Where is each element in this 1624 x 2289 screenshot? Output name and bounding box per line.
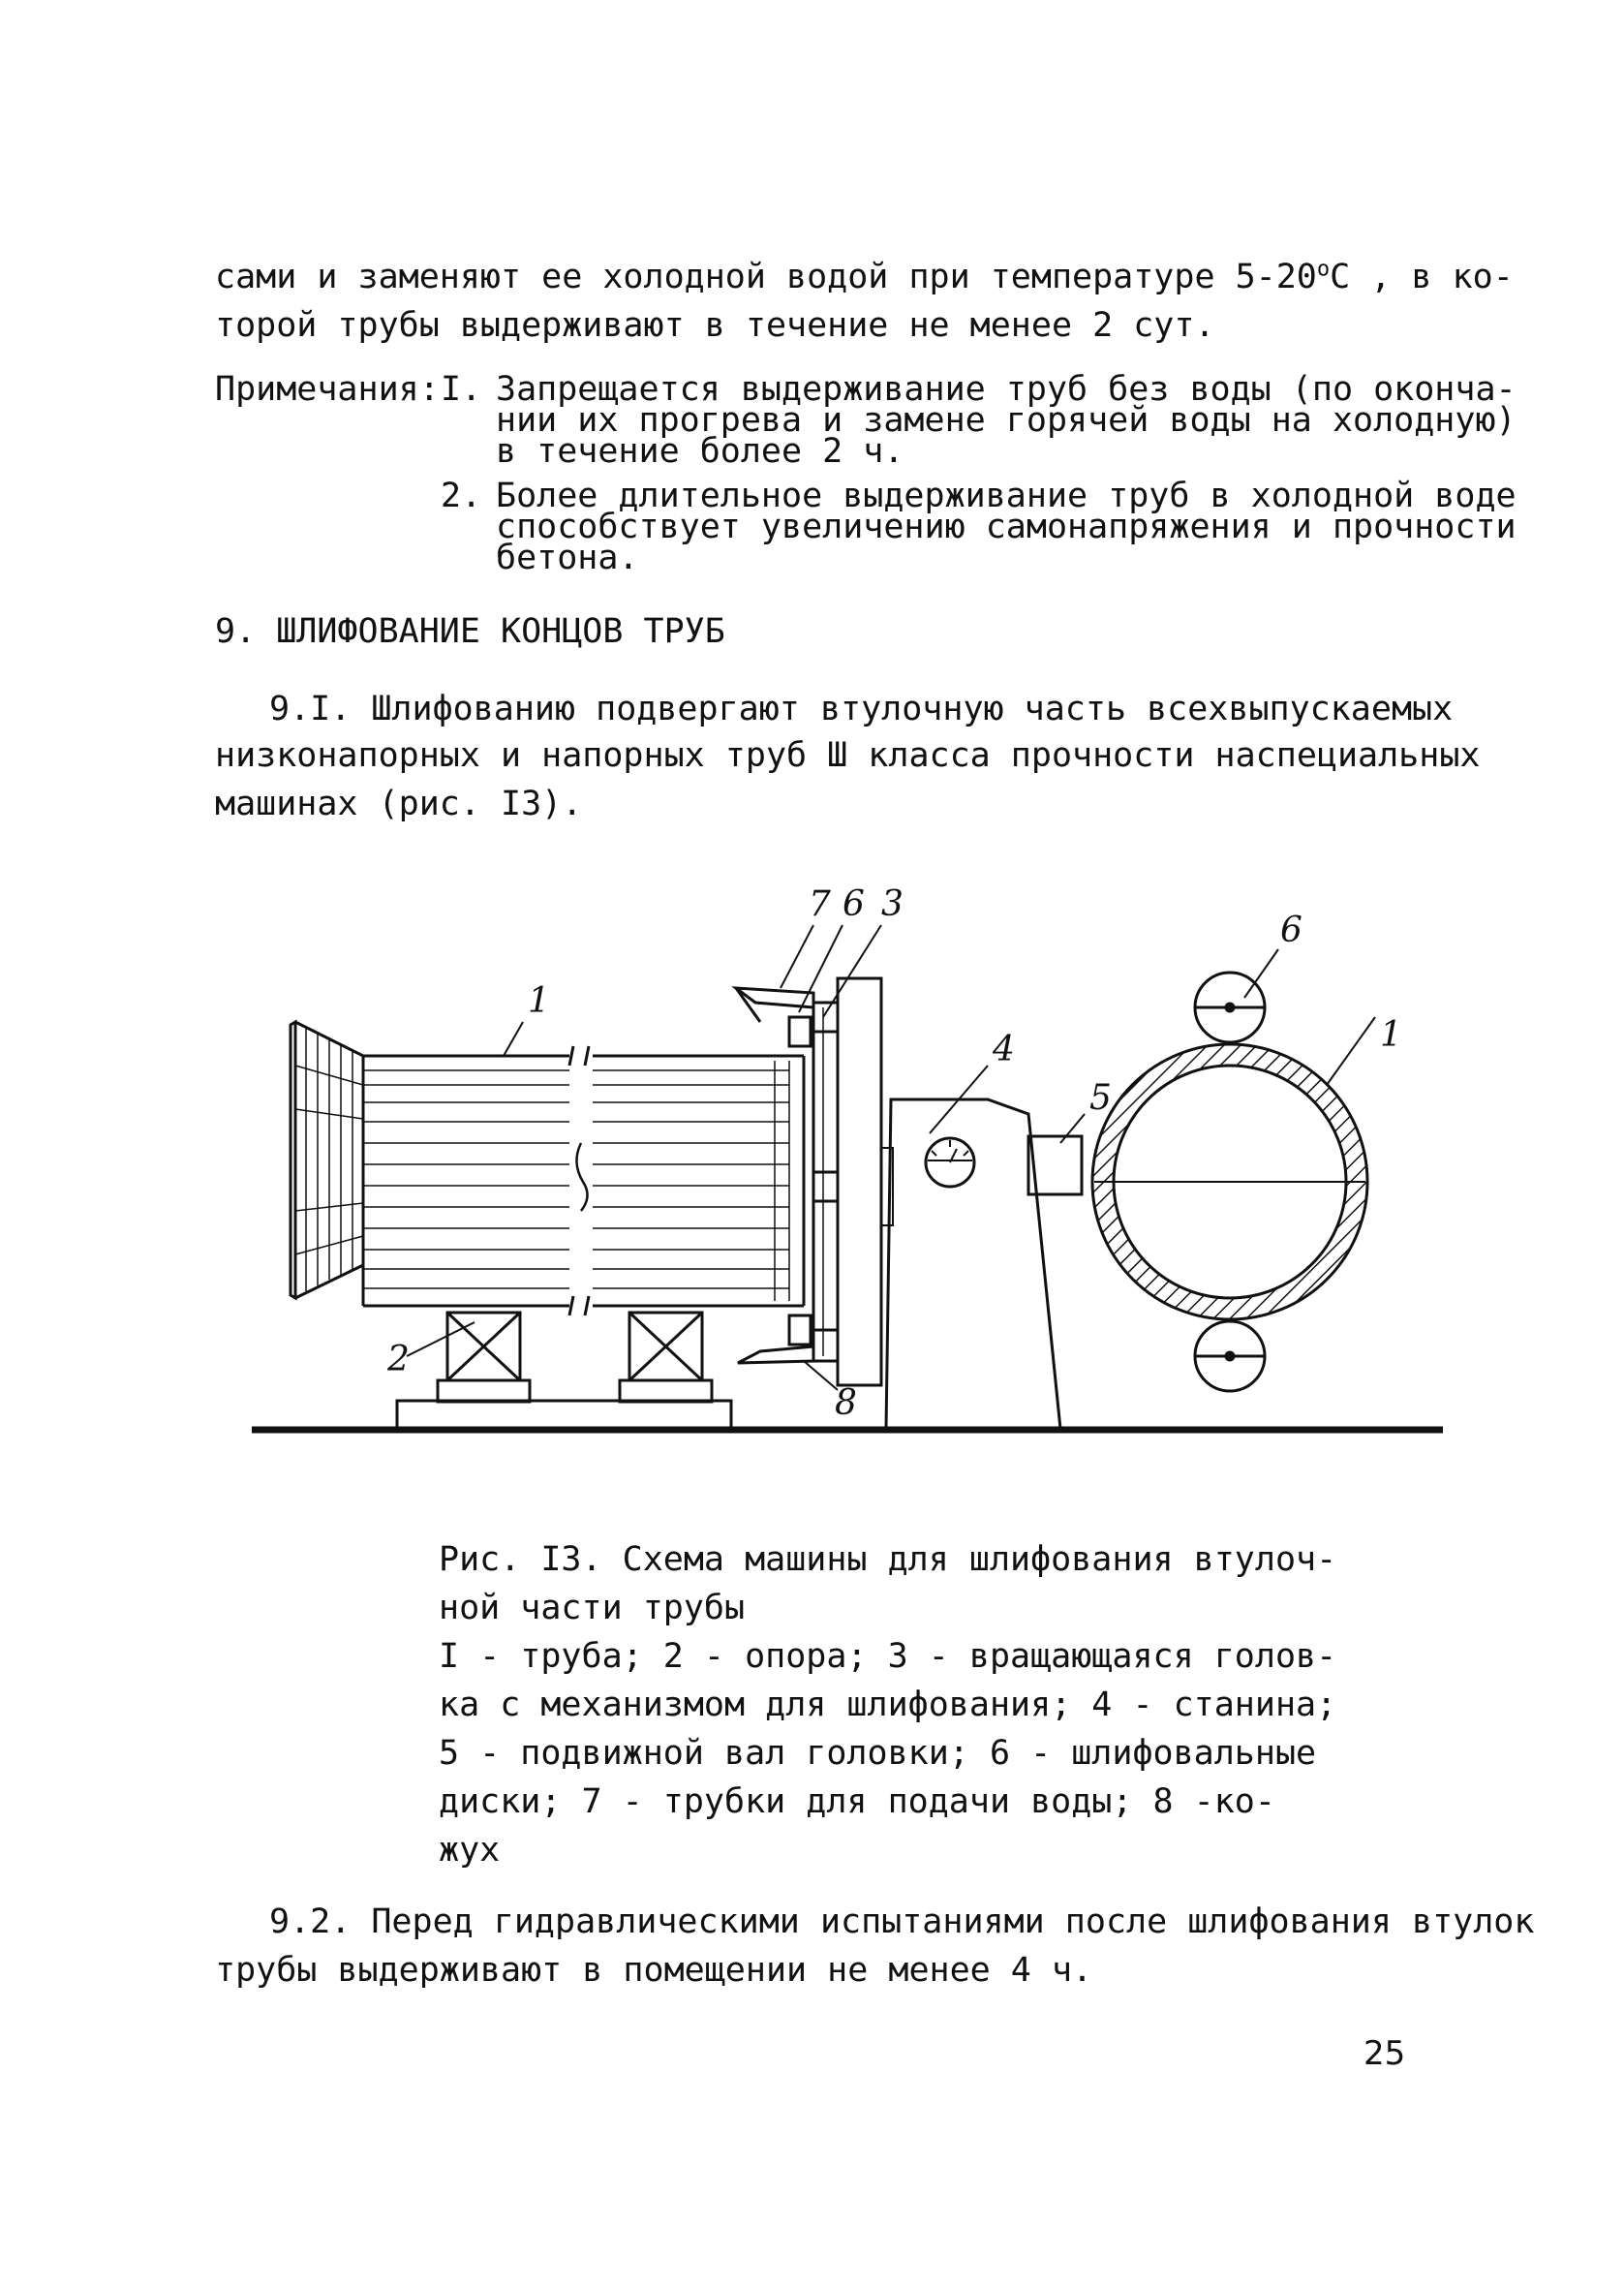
caption-line-4: ка с механизмом для шлифования; 4 - станина; xyxy=(439,1686,1337,1724)
frame xyxy=(881,1099,1060,1429)
caption-line-5: 5 - подвижной вал головки; 6 - шлифовальные xyxy=(439,1734,1317,1773)
note-1-line-1: Запрещается выдерживание труб без воды (по оконча- xyxy=(496,370,1517,409)
p92-line-1: 9.2. Перед гидравлическими испытаниями после шлифования втулок xyxy=(269,1902,1535,1941)
support-left xyxy=(438,1313,530,1402)
label-8-casing: 8 xyxy=(835,1383,857,1423)
label-2-support: 2 xyxy=(387,1340,410,1379)
para-line-2: торой трубы выдерживают в течение не менее 2 сут. xyxy=(215,306,1215,345)
label-5-shaft: 5 xyxy=(1089,1078,1112,1118)
casing-bottom xyxy=(738,1346,813,1363)
p91-line-3: машинах (рис. I3). xyxy=(215,785,583,823)
p91-line-1-a: 9.I. Шлифованию подвергают втулочную часть всех xyxy=(269,690,1229,728)
label-1-section: 1 xyxy=(1380,1015,1402,1055)
para-line-1 xyxy=(215,254,1514,300)
note-2-line-1: Более длительное выдерживание труб в холодной воде xyxy=(496,477,1517,515)
p91-line-1-b: выпускаемых xyxy=(1228,690,1454,728)
caption-line-6-a: диски; 7 - трубки для подачи воды; 8 - xyxy=(439,1782,1214,1821)
caption-line-6 xyxy=(439,1779,1275,1825)
caption-line-2: ной части трубы xyxy=(439,1589,746,1627)
note-2-line-3: бетона. xyxy=(496,539,639,577)
label-6-discs-end: 6 xyxy=(1280,911,1302,950)
page-number: 25 xyxy=(1364,2034,1406,2073)
caption-line-3: I - труба; 2 - опора; 3 - вращающаяся голов- xyxy=(439,1637,1337,1676)
p91-line-2-a: низконапорных и напорных труб Ш класса прочности на xyxy=(215,736,1256,775)
caption-line-6-b: ко- xyxy=(1213,1782,1275,1821)
note-1-number: I. xyxy=(441,370,482,409)
grinding-machine-diagram xyxy=(232,852,1453,1453)
pipe-cross-section xyxy=(1092,973,1367,1391)
para-line-1-a: сами и заменяют ее холодной водой при температуре 5-20 xyxy=(215,258,1317,296)
label-3-head: 3 xyxy=(881,884,904,924)
note-2-line-2: способствует увеличению самонапряжения и прочности xyxy=(496,508,1517,546)
note-1-line-3: в течение более 2 ч. xyxy=(496,432,904,471)
para-line-1-b: С , в ко- xyxy=(1330,258,1514,296)
note-2-number: 2. xyxy=(441,477,482,515)
p92-line-2: трубы выдерживают в помещении не менее 4 ч. xyxy=(215,1951,1093,1990)
label-4-frame: 4 xyxy=(993,1030,1015,1069)
caption-line-7: жух xyxy=(439,1831,501,1870)
p91-line-2-b: специальных xyxy=(1255,736,1481,775)
support-right xyxy=(620,1313,712,1402)
caption-line-1: Рис. I3. Схема машины для шлифования втулоч- xyxy=(439,1540,1337,1579)
label-1-pipe: 1 xyxy=(528,981,550,1021)
notes-label: Примечания: xyxy=(215,370,440,409)
pipe-bell xyxy=(291,1022,363,1298)
degree-symbol: о xyxy=(1316,257,1331,282)
p91-line-1 xyxy=(269,686,1454,732)
section-heading: 9. ШЛИФОВАНИЕ КОНЦОВ ТРУБ xyxy=(215,612,725,651)
note-1-line-2: нии их прогрева и замене горячей воды на холодную) xyxy=(496,401,1517,440)
label-6-discs-side: 6 xyxy=(843,884,865,924)
p91-line-2 xyxy=(215,732,1481,779)
base-plate xyxy=(397,1401,731,1430)
pipe-barrel xyxy=(363,1046,804,1315)
label-7-tubes: 7 xyxy=(809,884,831,924)
